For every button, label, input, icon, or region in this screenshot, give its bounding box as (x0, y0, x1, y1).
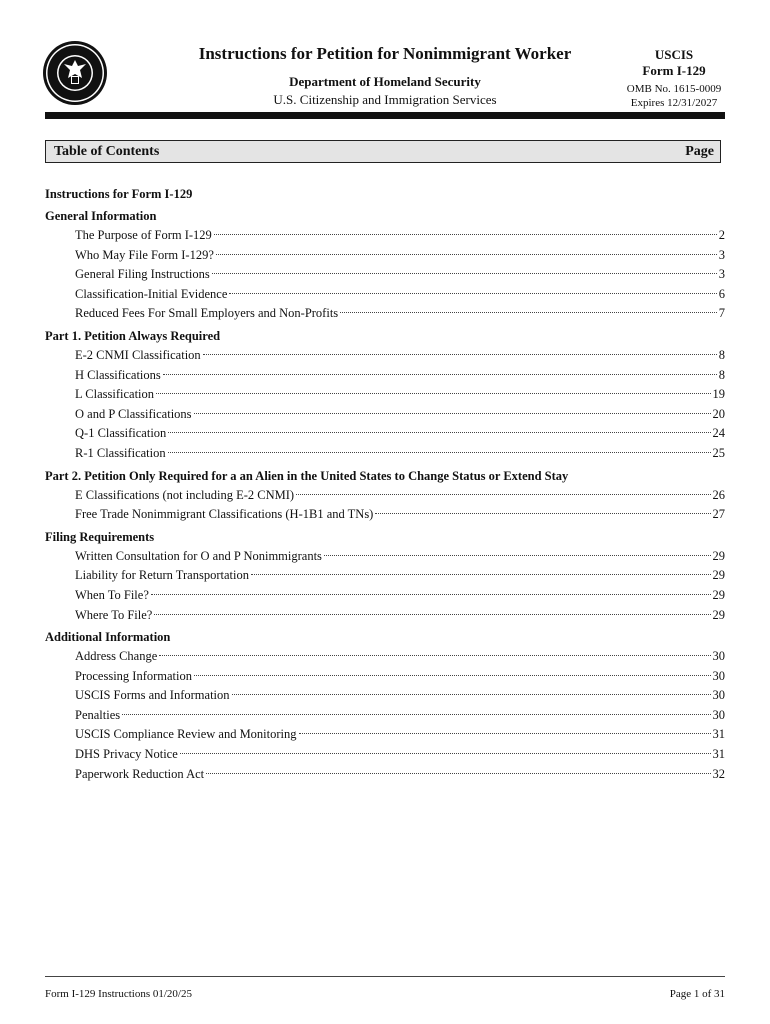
toc-entry-label: Classification-Initial Evidence (75, 286, 228, 301)
dot-leader (375, 513, 710, 514)
toc-entry-page: 27 (712, 507, 725, 522)
footer-form-edition: Form I-129 Instructions 01/20/25 (45, 988, 192, 1000)
toc-entry[interactable] (45, 647, 725, 667)
toc-section-heading: Part 1. Petition Always Required (45, 328, 221, 343)
dot-leader (216, 254, 717, 255)
toc-entry-page: 20 (712, 406, 725, 421)
dot-leader (214, 234, 717, 235)
toc-entry-page: 29 (712, 587, 725, 602)
toc-entry-label: Processing Information (75, 668, 192, 683)
dot-leader (168, 452, 711, 453)
toc-entry-page: 7 (718, 306, 725, 321)
toc-entry-label: When To File? (75, 587, 149, 602)
toc-entry-page: 30 (712, 707, 725, 722)
agency-abbreviation: USCIS (654, 47, 694, 62)
dot-leader (168, 432, 710, 433)
agency-name: U.S. Citizenship and Immigration Services (273, 92, 497, 107)
dot-leader (340, 312, 717, 313)
toc-entry-page: 31 (712, 727, 725, 742)
toc-entry[interactable] (45, 366, 725, 386)
dot-leader (324, 555, 711, 556)
toc-entry-page: 3 (718, 247, 725, 262)
toc-entry-page: 19 (712, 387, 725, 402)
dot-leader (194, 413, 711, 414)
document-title: Instructions for Petition for Nonimmigrant Worker (198, 44, 572, 63)
toc-entry-page: 8 (718, 347, 725, 362)
dot-leader (229, 293, 716, 294)
toc-entry-page: 2 (718, 228, 725, 242)
department-name: Department of Homeland Security (289, 74, 481, 89)
toc-entry-label: Where To File? (75, 607, 153, 622)
form-number: Form I-129 (642, 63, 706, 78)
toc-entry-label: R-1 Classification (75, 445, 166, 460)
toc-entry-label: Address Change (75, 649, 158, 664)
toc-page-heading: Page (685, 144, 714, 159)
toc-entry-label: H Classifications (75, 367, 161, 382)
toc-entry[interactable] (45, 706, 725, 726)
toc-entry-page: 25 (712, 445, 725, 460)
toc-entry[interactable] (45, 444, 725, 464)
toc-entry-page: 26 (712, 487, 725, 502)
toc-entry-label: E Classifications (not including E-2 CNMI) (75, 487, 295, 502)
toc-main-title: Instructions for Form I-129 (45, 187, 193, 201)
toc-entry[interactable] (45, 505, 725, 525)
toc-entry-label: Liability for Return Transportation (75, 568, 249, 583)
footer-divider (45, 976, 725, 977)
dot-leader (206, 773, 710, 774)
toc-section-heading: Filing Requirements (45, 529, 155, 544)
footer-page-number: Page 1 of 31 (669, 988, 725, 1000)
toc-entry-label: L Classification (75, 387, 155, 402)
expiration-date: Expires 12/31/2027 (630, 97, 718, 109)
dhs-seal-icon (42, 40, 108, 106)
dot-leader (194, 675, 711, 676)
toc-entry[interactable] (45, 566, 725, 586)
toc-entry[interactable] (45, 385, 725, 405)
toc-entry[interactable] (45, 226, 725, 246)
toc-entry[interactable] (45, 405, 725, 425)
toc-entry-page: 29 (712, 607, 725, 622)
toc-entry[interactable] (45, 686, 725, 706)
toc-entry-label: The Purpose of Form I-129 (75, 228, 212, 242)
toc-section-heading: General Information (45, 209, 157, 223)
toc-entry-label: Who May File Form I-129? (75, 247, 214, 262)
toc-entry-page: 30 (712, 649, 725, 664)
toc-entry-label: Reduced Fees For Small Employers and Non-Profits (75, 306, 339, 321)
toc-entry[interactable] (45, 725, 725, 745)
toc-entry-label: Penalties (75, 707, 121, 722)
dot-leader (151, 594, 711, 595)
dot-leader (232, 694, 711, 695)
toc-entry-page: 29 (712, 548, 725, 563)
toc-entry-page: 32 (712, 766, 725, 781)
toc-entry-label: Q-1 Classification (75, 426, 167, 441)
toc-entry[interactable] (45, 246, 725, 266)
toc-section-heading: Part 2. Petition Only Required for a an Alien in the United States to Change Status or Extend Stay (45, 468, 569, 483)
toc-entry[interactable] (45, 547, 725, 567)
toc-entry[interactable] (45, 765, 725, 785)
toc-entry[interactable] (45, 346, 725, 366)
dot-leader (159, 655, 710, 656)
toc-entry[interactable] (45, 745, 725, 765)
toc-header-bar (45, 140, 721, 163)
dot-leader (154, 614, 710, 615)
toc-entry[interactable] (45, 424, 725, 444)
toc-entry-label: Written Consultation for O and P Nonimmigrants (75, 548, 322, 563)
toc-entry[interactable] (45, 586, 725, 606)
dot-leader (180, 753, 711, 754)
toc-entry-page: 6 (718, 286, 725, 301)
toc-entry[interactable] (45, 667, 725, 687)
dot-leader (296, 494, 710, 495)
toc-entry[interactable] (45, 304, 725, 324)
toc-entry-label: Paperwork Reduction Act (75, 766, 205, 781)
toc-heading: Table of Contents (54, 144, 160, 159)
toc-entry-label: USCIS Forms and Information (75, 688, 230, 703)
dot-leader (203, 354, 717, 355)
dot-leader (212, 273, 717, 274)
toc-entry[interactable] (45, 285, 725, 305)
toc-entry-label: General Filing Instructions (75, 267, 210, 282)
toc-entry-label: O and P Classifications (75, 406, 192, 421)
toc-entry-page: 24 (712, 426, 725, 441)
dot-leader (299, 733, 711, 734)
toc-entry-page: 29 (712, 568, 725, 583)
dot-leader (156, 393, 710, 394)
toc-entry-page: 30 (712, 668, 725, 683)
dot-leader (163, 374, 717, 375)
toc-entry-page: 31 (712, 747, 725, 762)
toc-entry-page: 30 (712, 688, 725, 703)
toc-entry-label: DHS Privacy Notice (75, 747, 178, 762)
header-divider (45, 112, 725, 119)
form-info-box (610, 47, 738, 110)
toc-entry-label: E-2 CNMI Classification (75, 347, 201, 362)
toc-entry[interactable] (45, 486, 725, 506)
dot-leader (251, 574, 711, 575)
dot-leader (122, 714, 710, 715)
table-of-contents (45, 182, 725, 784)
omb-number: OMB No. 1615-0009 (626, 83, 722, 95)
toc-entry[interactable] (45, 265, 725, 285)
toc-section-heading: Additional Information (45, 630, 171, 645)
toc-entry-label: Free Trade Nonimmigrant Classifications (H-1B1 and TNs) (75, 507, 374, 522)
toc-entry-page: 8 (718, 367, 725, 382)
toc-entry-page: 3 (718, 267, 725, 282)
toc-entry-label: USCIS Compliance Review and Monitoring (75, 727, 297, 742)
toc-entry[interactable] (45, 606, 725, 626)
